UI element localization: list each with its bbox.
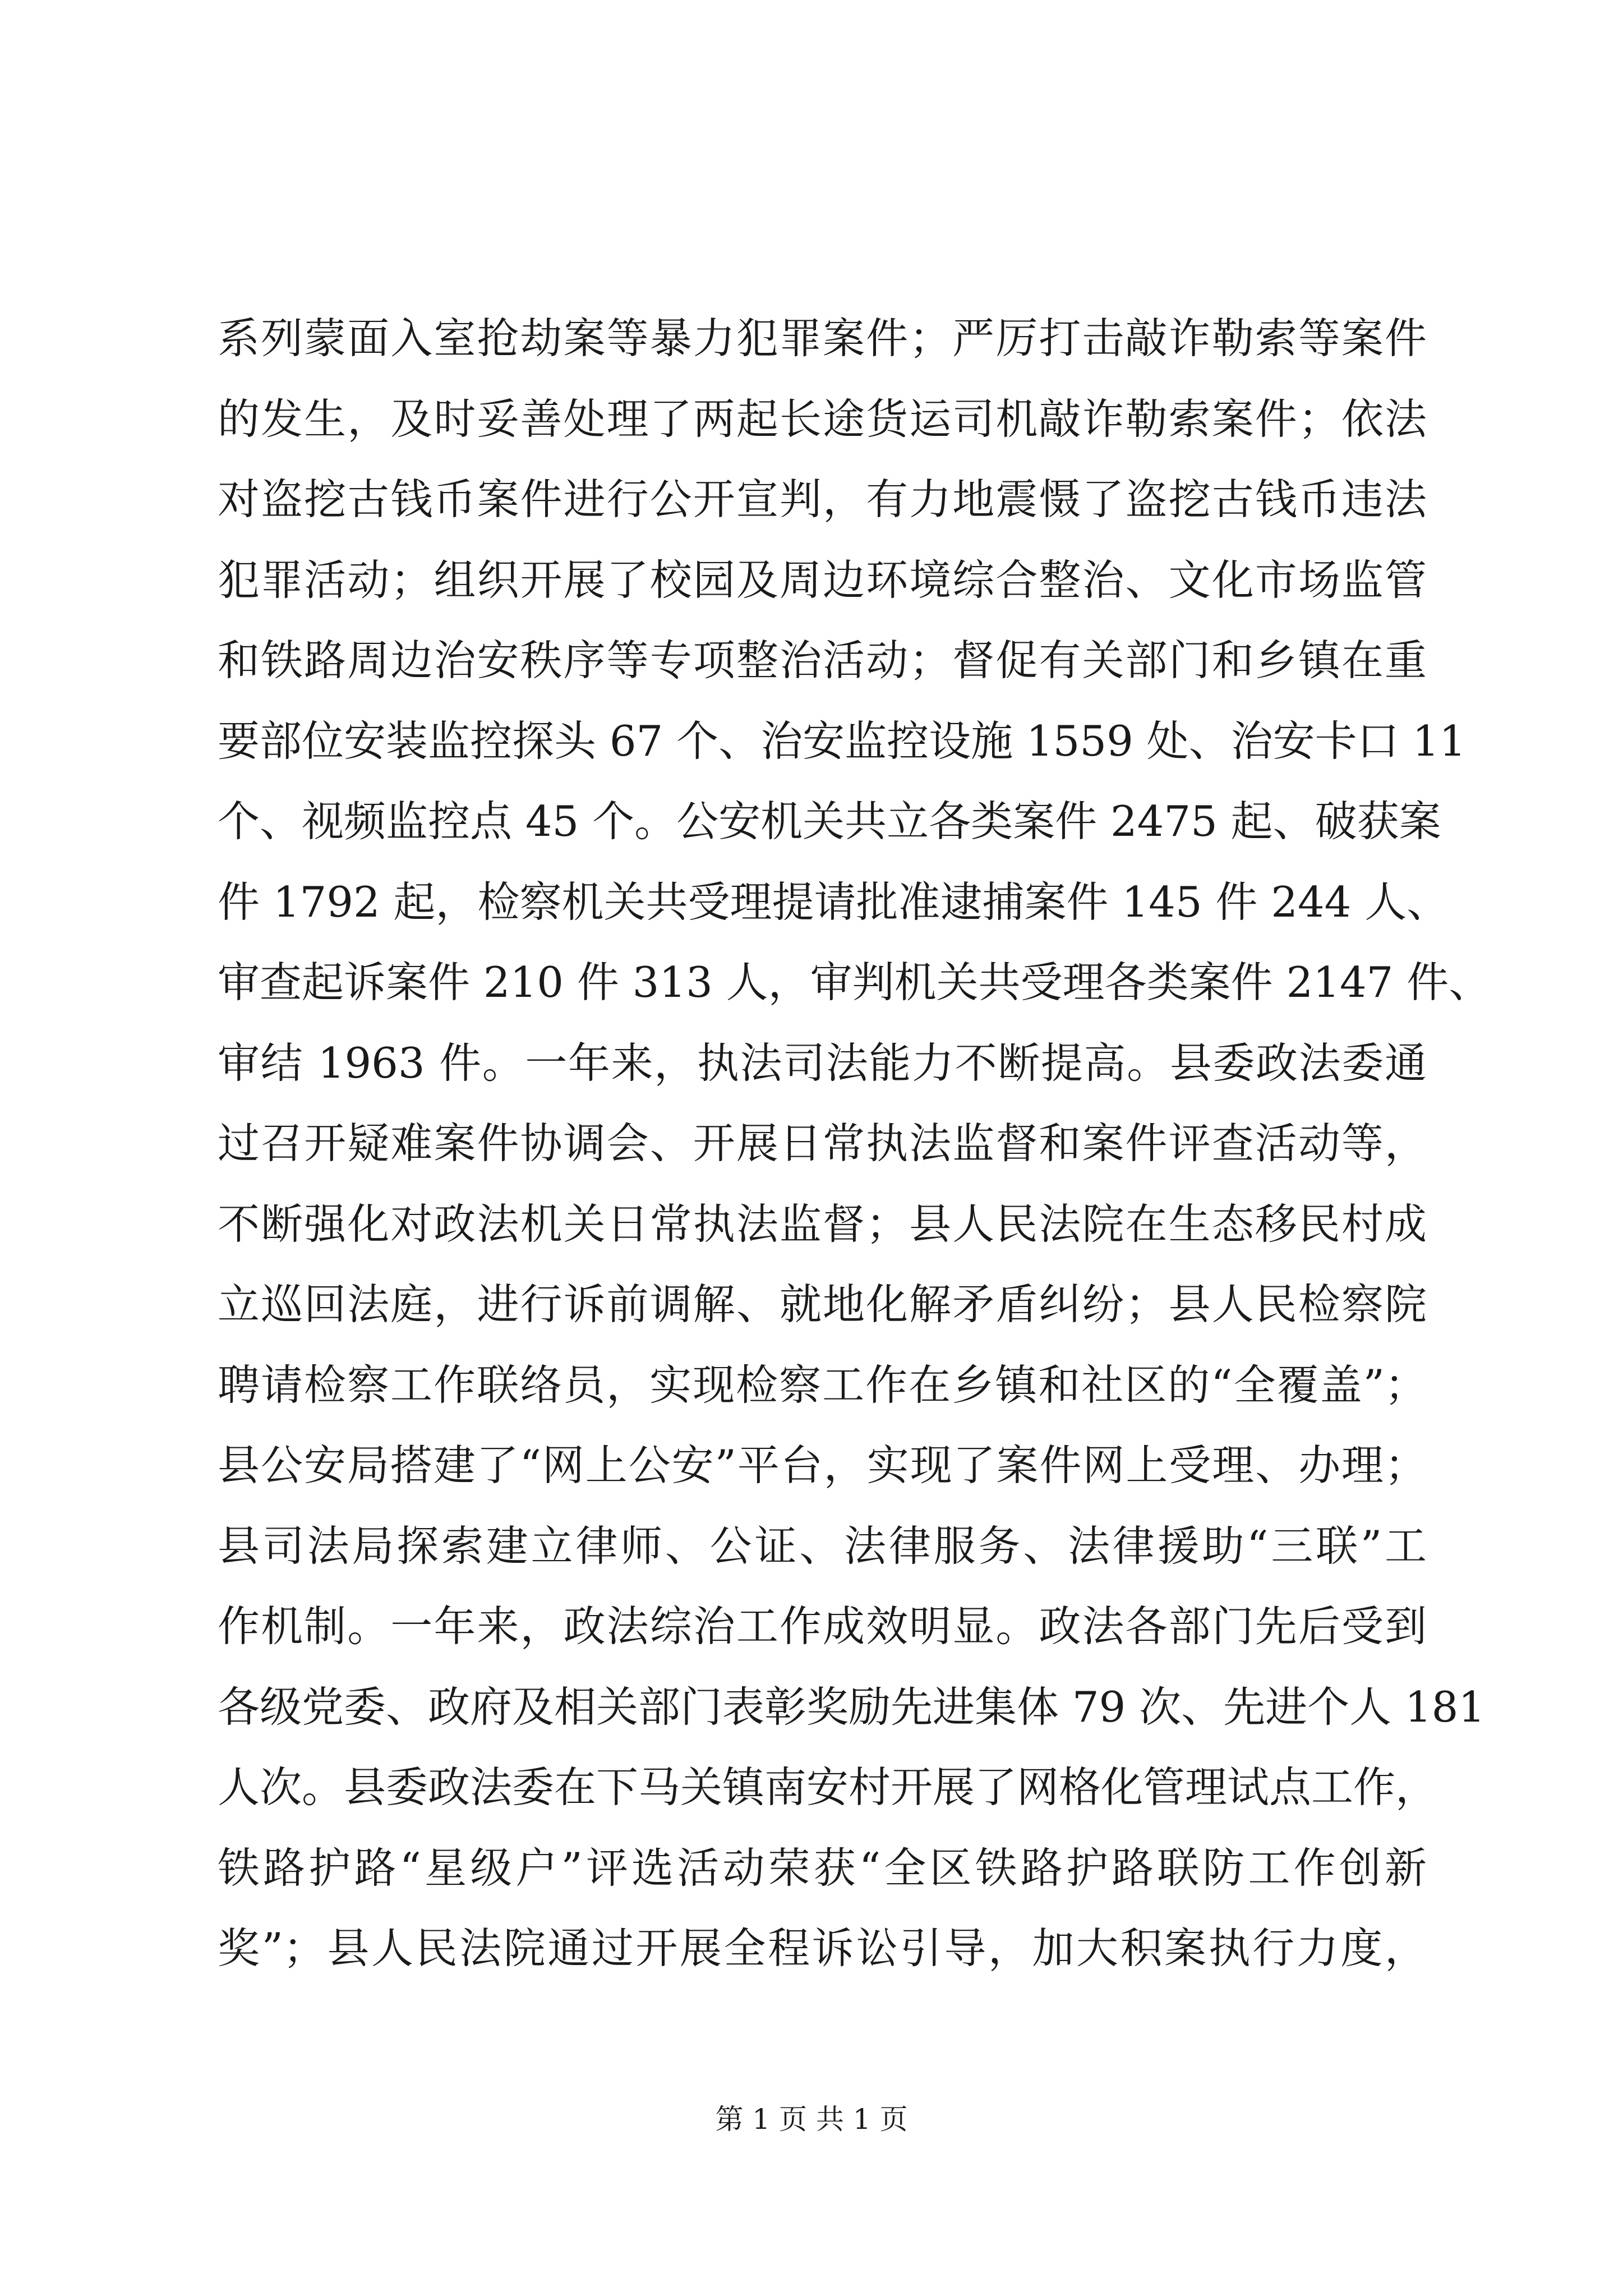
body-text: [218, 298, 1491, 1989]
text-line: 奖”；县人民法院通过开展全程诉讼引导，加大积案执行力度，: [218, 1924, 1427, 1973]
text-line: 县公安局搭建了“网上公安”平台，实现了案件网上受理、办理；: [218, 1441, 1427, 1490]
text-line: 铁路护路“星级户”评选活动荣获“全区铁路护路联防工作创新: [218, 1843, 1427, 1893]
text-line: 人次。县委政法委在下马关镇南安村开展了网格化管理试点工作，: [218, 1763, 1438, 1812]
page-footer: 第 1 页 共 1 页: [715, 2103, 908, 2136]
text-line: 立巡回法庭，进行诉前调解、就地化解矛盾纠纷；县人民检察院: [218, 1280, 1427, 1329]
text-line: 要部位安装监控探头 67 个、治安监控设施 1559 处、治安卡口 11: [218, 716, 1466, 766]
text-line: 对盗挖古钱币案件进行公开宣判，有力地震慑了盗挖古钱币违法: [218, 475, 1427, 524]
text-line: 和铁路周边治安秩序等专项整治活动；督促有关部门和乡镇在重: [218, 636, 1427, 685]
text-line: 聘请检察工作联络员，实现检察工作在乡镇和社区的“全覆盖”；: [218, 1360, 1427, 1410]
text-line: 各级党委、政府及相关部门表彰奖励先进集体 79 次、先进个人 181: [218, 1682, 1486, 1732]
text-line: 审查起诉案件 210 件 313 人，审判机关共受理各类案件 2147 件、: [218, 958, 1491, 1007]
text-line: 的发生，及时妥善处理了两起长途货运司机敲诈勒索案件；依法: [218, 394, 1427, 444]
text-line: 犯罪活动；组织开展了校园及周边环境综合整治、文化市场监管: [218, 555, 1427, 605]
text-line: 个、视频监控点 45 个。公安机关共立各类案件 2475 起、破获案: [218, 797, 1441, 846]
text-line: 作机制。一年来，政法综治工作成效明显。政法各部门先后受到: [218, 1602, 1427, 1651]
text-line: 不断强化对政法机关日常执法监督；县人民法院在生态移民村成: [218, 1199, 1427, 1249]
text-line: 系列蒙面入室抢劫案等暴力犯罪案件；严厉打击敲诈勒索等案件: [218, 314, 1427, 363]
text-line: 过召开疑难案件协调会、开展日常执法监督和案件评查活动等，: [218, 1119, 1427, 1168]
text-line: 县司法局探索建立律师、公证、法律服务、法律援助“三联”工: [218, 1521, 1427, 1571]
text-line: 件 1792 起，检察机关共受理提请批准逮捕案件 145 件 244 人、: [218, 877, 1449, 927]
text-line: 审结 1963 件。一年来，执法司法能力不断提高。县委政法委通: [218, 1038, 1427, 1088]
